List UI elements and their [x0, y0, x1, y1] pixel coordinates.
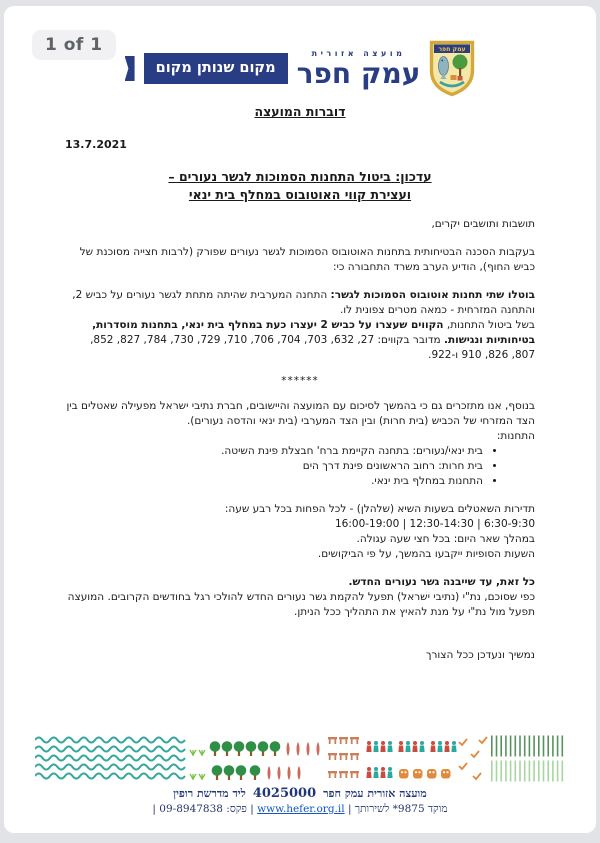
frequency-times: 6:30-9:30 | 12:30-14:30 | 16:00-19:00 [334, 518, 535, 530]
document-page [4, 6, 596, 833]
list-item: • בית חרות: רחוב הראשונים פינת דרך הים [65, 459, 483, 474]
page-indicator-badge: 1 of 1 [32, 30, 116, 60]
frequency-rest-of-day: במהלך שאר היום: בכל חצי שעה עגולה. [356, 533, 535, 545]
footer-council-name: מועצה אזורית עמק חפר [323, 787, 427, 800]
footer-contact-line [4, 803, 596, 815]
bus-lines-start: בשל ביטול התחנות, [443, 319, 535, 331]
emblem-title-text: עמק חפר [438, 46, 467, 53]
council-name-label: עמק חפר [296, 56, 421, 90]
heading-line-2: ועצירת קווי האוטובוס במחלף בית ינאי [188, 187, 412, 202]
greeting-line: תושבות ותושבים יקרים, [431, 218, 535, 230]
shuttles-paragraph: בנוסף, אנו מתזכרים גם כי בהמשך לסיכום עם המועצה והיישובים, חברת נתיבי ישראל מפעילה שאטלים בין הצד המזרחי של הכביש (בית חרות) ובין הצד המערבי (בית ינאי והדסה נעורים). [66, 400, 535, 427]
bus-lines-numbers: מדובר בקווים: 27, 632, 703, 704, 706, 710, 729, 730, 784, 827, 852, 807, 826, 910 ו-922. [90, 334, 535, 361]
stations-list [65, 444, 535, 489]
footer-website-link[interactable]: www.hefer.org.il [257, 803, 345, 815]
letterhead-footer [4, 732, 596, 815]
stations-cancelled-paragraph [65, 288, 535, 318]
stations-cancelled-bold: בוטלו שתי תחנות אוטובוס הסמוכות לגשר: [330, 289, 535, 301]
emblem-fish-icon [439, 57, 449, 76]
stations-list-label: התחנות: [496, 430, 535, 442]
council-emblem-logo [429, 40, 475, 97]
banner-ribbon-end [125, 56, 135, 81]
heading-line-1: עדכון: ביטול התחנות הסמוכות לגשר נעורים – [168, 169, 432, 184]
asterisk-separator: ****** [281, 375, 319, 387]
shuttle-frequency-block [65, 502, 535, 562]
council-wordmark [297, 50, 421, 88]
safety-intro-paragraph: בעקבות הסכנה הבטיחותית בתחנות האוטובוס הסמוכות לגשר נעורים שפורק (לרבות חצייה מסוכנת של כביש החוף), הודיע הערב משרד התחבורה כי: [79, 246, 535, 273]
footer-location: ליד מדרשת רופין [173, 787, 246, 800]
stations-cancelled-rest: התחנה המערבית שהיתה מתחת לגשר נעורים על כביש 2, והתחנה המזרחית - כמאה מטרים צפונית לו. [72, 289, 535, 316]
frequency-final-note: השעות הסופיות ייקבעו בהמשך, על פי הביקושים. [317, 548, 535, 560]
document-date: 13.7.2021 [65, 138, 127, 151]
council-type-label: מועצה אזורית [311, 48, 406, 58]
until-new-bridge-line: כל זאת, עד שייבנה גשר נעורים החדש. [348, 576, 535, 588]
letter-body [4, 151, 596, 663]
footer-hotline: מוקד 9875* לשירותך | [344, 803, 448, 815]
list-item: • התחנות במחלף בית ינאי. [65, 474, 483, 489]
emblem-tree-icon [453, 55, 468, 70]
footer-zip-code: 4025000 [252, 786, 317, 801]
frequency-intro: תדירות השאטלים בשעות השיא (שלהלן) - לכל הפחות בכל רבע שעה: [224, 503, 535, 515]
document-department-title: דוברות המועצה [254, 104, 346, 119]
letter-main-heading [65, 168, 535, 204]
list-item: • בית ינאי/נעורים: בתחנה הקיימת ברח' חבצלת פינת השיטה. [65, 444, 483, 459]
signoff-line: נמשיך ונעדכן ככל הצורך [425, 649, 535, 661]
bus-lines-paragraph [65, 318, 535, 363]
footer-fax: | פקס: 09-8947838 | [152, 803, 258, 815]
logo-tagline-banner: מקום שנותן מקום [144, 53, 288, 84]
footer-decoration-strip [35, 732, 565, 784]
footer-address-line [4, 786, 596, 801]
netivei-israel-paragraph: כפי שסוכם, נת"י (נתיבי ישראל) תפעל להקמת גשר נעורים החדש להולכי רגל בחודשים הקרובים. המועצה תפעל מול נת"י על מנת להאיץ את התהליך ככל הניתן. [67, 591, 535, 618]
bus-lines-bold: הקווים שעצרו על כביש 2 יעצרו כעת במחלף בית ינאי, בתחנות מוסדרות, בטיחותיות ונגישות. [92, 319, 535, 346]
